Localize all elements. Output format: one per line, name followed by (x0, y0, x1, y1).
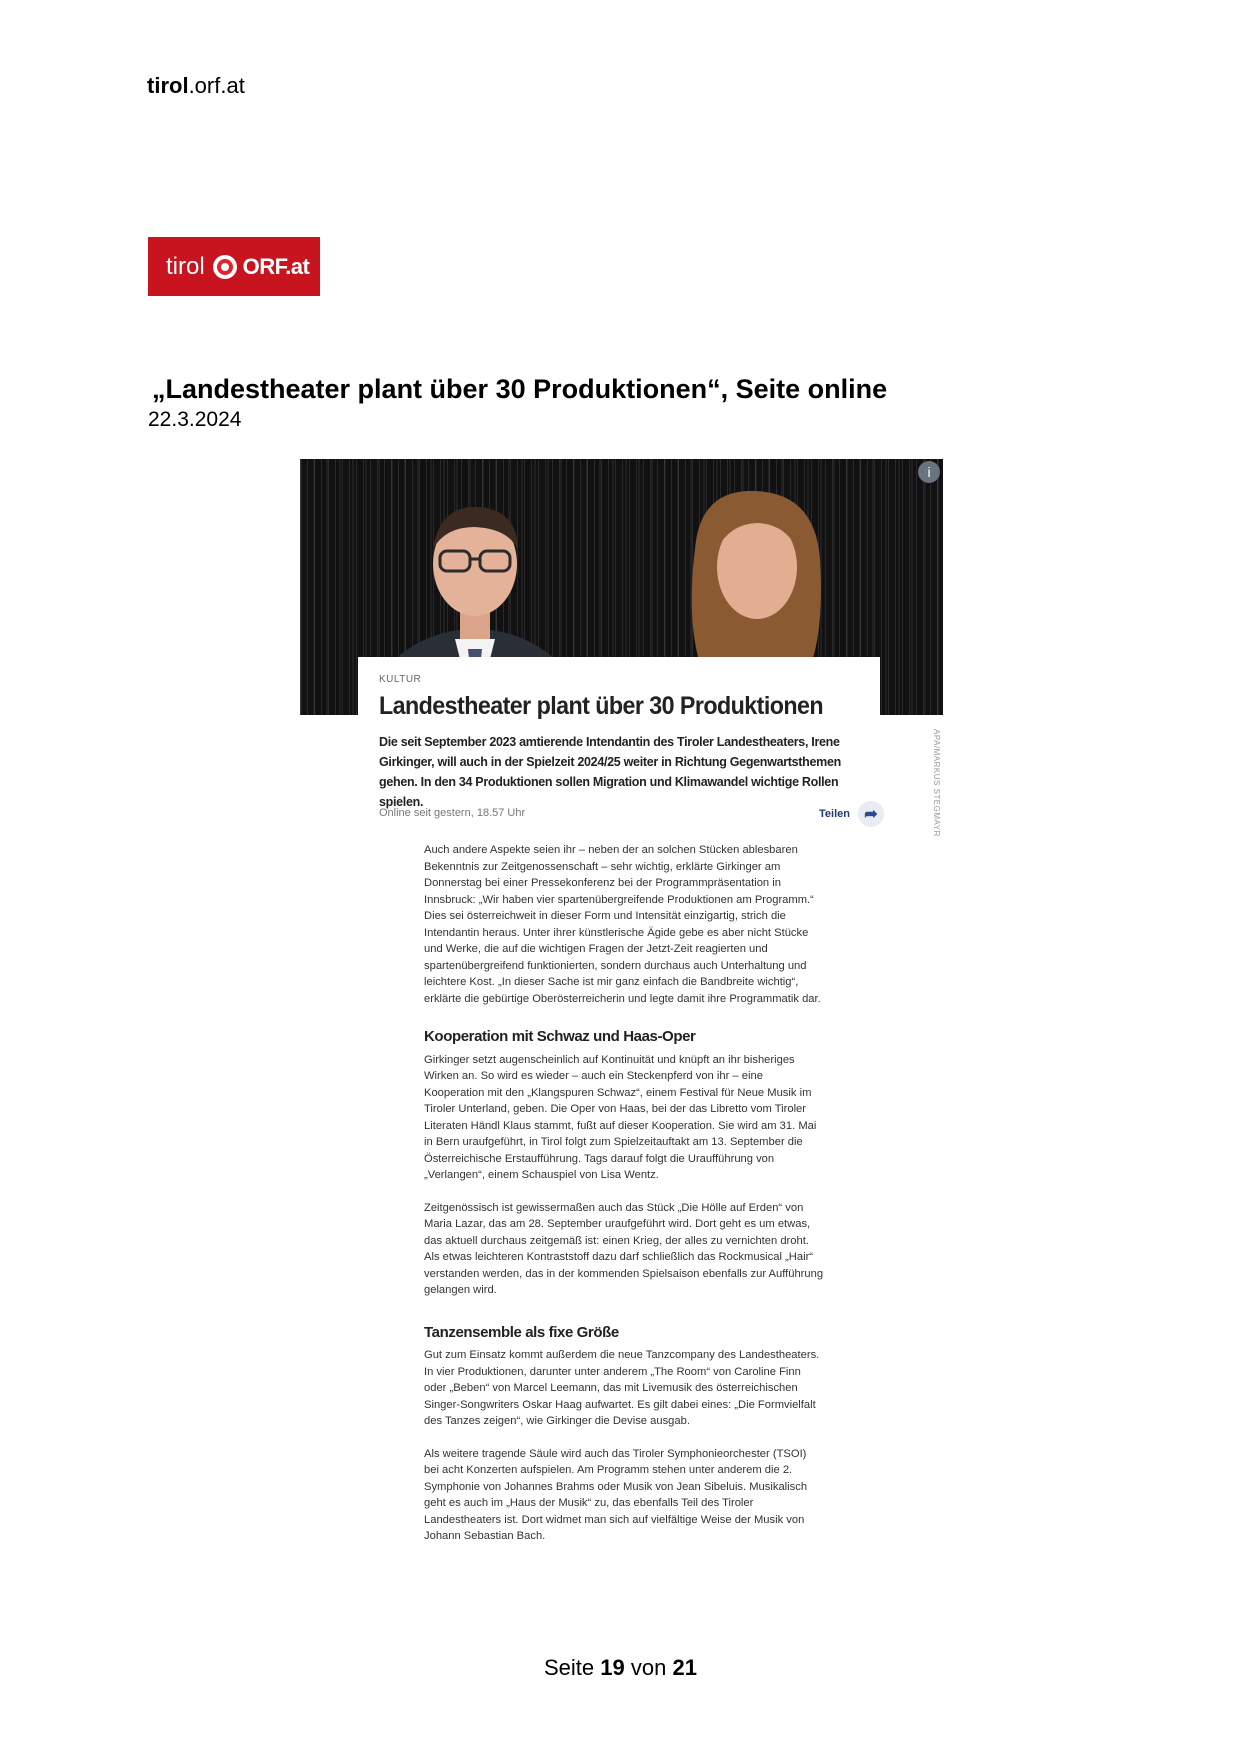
section-heading-cooperation: Kooperation mit Schwaz und Haas-Oper (424, 1028, 696, 1045)
article-timestamp: Online seit gestern, 18.57 Uhr (379, 807, 526, 819)
share-label: Teilen (819, 808, 850, 820)
footer-current-page: 19 (600, 1655, 625, 1680)
footer-prefix: Seite (544, 1655, 595, 1680)
body-paragraph: Auch andere Aspekte seien ihr – neben der an solchen Stücken ablesbaren Bekenntnis zur Zeitgenossenschaft – sehr wichtig, erklärte Girkinger am Donnerstag bei einer Pressekonferenz bei der Programmpräsentation in Innsbruck: „Wir haben vier spartenübergreifende Produktionen am Programm.“ Dies sei österreichweit in dieser Form und Intensität einzigartig, strich die Intendantin heraus. Unter ihrer künstlerische Ägide gebe es aber nicht Stücke und Werke, die auf die wichtigen Fragen der Jetzt-Zeit reagierten und spartenübergreifend funktionierten, sondern durchaus auch Unterhaltung und leichtere Kost. „In dieser Sache ist mir ganz einfach die Bandbreite wichtig“, erklärte die gebürtige Oberösterreicherin und legte damit ihre Programmatik dar. (424, 844, 821, 1005)
body-paragraph: Gut zum Einsatz kommt außerdem die neue Tanzcompany des Landestheaters. In vier Produktionen, darunter unter anderem „The Room“ von Caroline Finn oder „Beben“ von Marcel Leemann, das mit Livemusik des österreichischen Singer-Songwriters Oskar Haag aufwartet. Es gilt dabei eines: „Die Formvielfalt des Tanzes zeigen“, wie Girkinger die Devise ausgab. (424, 1349, 820, 1427)
article-headline: Landestheater plant über 30 Produktionen (379, 692, 824, 720)
section-heading-dance: Tanzensemble als fixe Größe (424, 1323, 619, 1341)
logo-tirol-text: tirol (166, 252, 205, 280)
footer-middle: von (630, 1655, 667, 1680)
body-paragraph: Zeitgenössisch ist gewissermaßen auch das Stück „Die Hölle auf Erden“ von Maria Lazar, das am 28. September uraufgeführt wird. Dort geht es um etwas, das aktuell durchaus zeitgemäß ist: einen Krieg, der alles zu vernichten droht. Als etwas leichteren Kontraststoff dazu darf schließlich das Rockmusical „Hair“ verstanden werden, das in der kommenden Spielsaison ebenfalls zur Aufführung gelangen wird. (424, 1201, 824, 1296)
info-icon[interactable]: i (918, 461, 940, 483)
article-clipping (300, 459, 943, 1607)
document-date: 22.3.2024 (148, 408, 242, 431)
article-lead: Die seit September 2023 amtierende Intendantin des Tiroler Landestheaters, Irene Girkinger, will auch in der Spielzeit 2024/25 weiter in Richtung Gegenwartsthemen gehen. In den 34 Produktionen sollen Migration und Klimawandel wichtige Rollen spielen. (379, 735, 841, 809)
body-paragraph: Girkinger setzt augenscheinlich auf Kontinuität und knüpft an ihr bisheriges Wirken an. So wird es wieder – auch ein Steckenpferd von ihr – eine Kooperation mit den „Klangspuren Schwaz“, einem Festival für Neue Musik im Tiroler Unterland, geben. Die Oper von Haas, bei der das Libretto vom Tiroler Literaten Händl Klaus stammt, fußt auf dieser Kooperation. Sie wird am 31. Mai in Bern uraufgeführt, in Tirol folgt zum Spielzeitauftakt am 13. September die Österreichische Erstaufführung. Tags darauf folgt die Uraufführung von „Verlangen“, einem Schauspiel von Lisa Wentz. (424, 1053, 817, 1181)
orf-target-icon (213, 255, 237, 279)
footer-total-pages: 21 (672, 1655, 697, 1680)
document-title: „Landestheater plant über 30 Produktionen“, Seite online (152, 374, 888, 404)
share-button[interactable] (819, 801, 884, 827)
article-kicker: KULTUR (379, 674, 422, 685)
tirol-orf-logo (148, 237, 320, 296)
site-header-bold: tirol (147, 73, 189, 98)
site-header (147, 73, 245, 99)
page-footer (0, 1655, 1241, 1681)
article-body (424, 842, 824, 1561)
photo-credit: APA/MARKUS STEGMAYR (932, 729, 941, 837)
logo-orf-text: ORF.at (242, 253, 310, 279)
share-arrow-icon: ➦ (858, 801, 884, 827)
site-header-rest: .orf.at (188, 73, 245, 98)
headline-card (358, 657, 880, 835)
body-paragraph: Als weitere tragende Säule wird auch das Tiroler Symphonieorchester (TSOI) bei acht Konzerten aufspielen. Am Programm stehen unter anderem die 2. Symphonie von Johannes Brahms oder Musik von Jean Sibeluis. Musikalisch geht es auch im „Haus der Musik“ zu, das ebenfalls Teil des Tiroler Landestheaters ist. Dort widmet man sich auf vielfältige Weise der Musik von Johann Sebastian Bach. (424, 1447, 808, 1542)
